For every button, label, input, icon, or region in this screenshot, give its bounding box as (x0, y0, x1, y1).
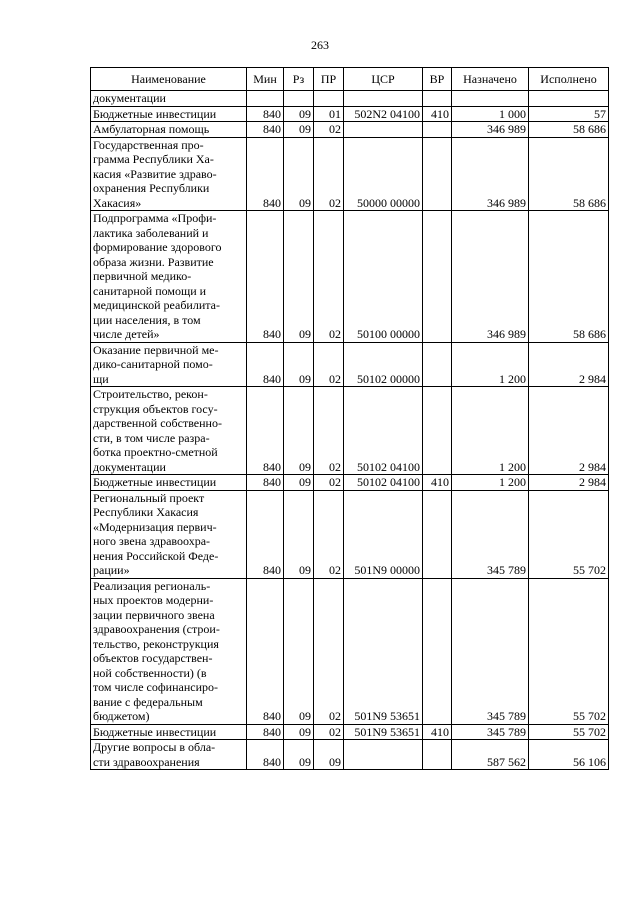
table-row (91, 724, 609, 740)
table-row (91, 91, 609, 107)
cell-csr (344, 122, 423, 138)
cell-csr: 501N9 53651 (344, 578, 423, 724)
cell-name: Региональный проект Республики Хакасия «Модернизация первич- ного звена здравоохра- нения Российской Феде- рации» (91, 490, 247, 578)
table-row (91, 342, 609, 387)
cell-pr: 02 (314, 342, 344, 387)
cell-csr: 502N2 04100 (344, 106, 423, 122)
cell-min: 840 (247, 137, 284, 211)
cell-csr: 50102 04100 (344, 475, 423, 491)
table-row (91, 475, 609, 491)
cell-assigned: 1 000 (452, 106, 529, 122)
cell-rz: 09 (284, 578, 314, 724)
cell-pr: 02 (314, 490, 344, 578)
cell-pr: 02 (314, 122, 344, 138)
cell-rz: 09 (284, 137, 314, 211)
cell-vr (423, 490, 452, 578)
cell-vr (423, 387, 452, 475)
cell-assigned: 345 789 (452, 578, 529, 724)
cell-assigned: 346 989 (452, 211, 529, 343)
cell-executed: 58 686 (529, 137, 609, 211)
cell-rz: 09 (284, 106, 314, 122)
cell-executed: 57 (529, 106, 609, 122)
table-body (91, 91, 609, 770)
header-assigned: Назначено (452, 68, 529, 91)
cell-name: Подпрограмма «Профи- лактика заболеваний и формирование здорового образа жизни. Развитие первичной медико- санитарной помощи и медицинской реабилита- ции населения, в том числе детей» (91, 211, 247, 343)
cell-vr (423, 137, 452, 211)
cell-vr: 410 (423, 724, 452, 740)
cell-vr (423, 342, 452, 387)
cell-assigned (452, 91, 529, 107)
cell-rz: 09 (284, 724, 314, 740)
cell-executed: 55 702 (529, 578, 609, 724)
cell-pr: 02 (314, 724, 344, 740)
cell-min: 840 (247, 475, 284, 491)
cell-vr (423, 91, 452, 107)
cell-executed: 2 984 (529, 342, 609, 387)
header-vr: ВР (423, 68, 452, 91)
cell-vr (423, 122, 452, 138)
budget-table (90, 67, 609, 770)
header-csr: ЦСР (344, 68, 423, 91)
header-pr: ПР (314, 68, 344, 91)
cell-name: Реализация региональ- ных проектов модерни- зации первичного звена здравоохранения (строи- тельство, реконструкция объектов государствен- ной собственности) (в том числе софинансиро- вание с федеральным бюджетом) (91, 578, 247, 724)
cell-csr: 50000 00000 (344, 137, 423, 211)
cell-assigned: 1 200 (452, 342, 529, 387)
cell-vr (423, 578, 452, 724)
cell-csr: 501N9 00000 (344, 490, 423, 578)
cell-pr: 02 (314, 137, 344, 211)
cell-pr: 01 (314, 106, 344, 122)
cell-min: 840 (247, 724, 284, 740)
cell-assigned: 346 989 (452, 137, 529, 211)
cell-rz: 09 (284, 475, 314, 491)
table-row (91, 490, 609, 578)
cell-min: 840 (247, 342, 284, 387)
cell-name: Бюджетные инвестиции (91, 475, 247, 491)
cell-min: 840 (247, 106, 284, 122)
cell-pr: 02 (314, 578, 344, 724)
cell-csr: 50100 00000 (344, 211, 423, 343)
cell-min: 840 (247, 490, 284, 578)
cell-rz: 09 (284, 387, 314, 475)
cell-executed: 2 984 (529, 475, 609, 491)
cell-name: Государственная про- грамма Республики Ха- касия «Развитие здраво- охранения Республики Хакасия» (91, 137, 247, 211)
table-row (91, 106, 609, 122)
cell-csr: 501N9 53651 (344, 724, 423, 740)
cell-executed: 55 702 (529, 724, 609, 740)
header-rz: Рз (284, 68, 314, 91)
cell-pr (314, 91, 344, 107)
cell-executed: 56 106 (529, 740, 609, 770)
cell-min: 840 (247, 740, 284, 770)
cell-rz: 09 (284, 342, 314, 387)
cell-assigned: 587 562 (452, 740, 529, 770)
cell-min: 840 (247, 211, 284, 343)
header-executed: Исполнено (529, 68, 609, 91)
table-row (91, 740, 609, 770)
cell-rz (284, 91, 314, 107)
cell-executed: 55 702 (529, 490, 609, 578)
cell-pr: 09 (314, 740, 344, 770)
cell-executed: 58 686 (529, 211, 609, 343)
header-min: Мин (247, 68, 284, 91)
cell-csr: 50102 00000 (344, 342, 423, 387)
cell-min: 840 (247, 387, 284, 475)
cell-pr: 02 (314, 211, 344, 343)
table-row (91, 387, 609, 475)
cell-csr (344, 740, 423, 770)
cell-rz: 09 (284, 122, 314, 138)
cell-executed: 2 984 (529, 387, 609, 475)
cell-name: Бюджетные инвестиции (91, 106, 247, 122)
cell-min (247, 91, 284, 107)
cell-csr: 50102 04100 (344, 387, 423, 475)
cell-name: Строительство, рекон- струкция объектов госу- дарственной собственно- сти, в том числе разра- ботка проектно-сметной документации (91, 387, 247, 475)
cell-vr (423, 740, 452, 770)
cell-name: документации (91, 91, 247, 107)
cell-min: 840 (247, 122, 284, 138)
cell-csr (344, 91, 423, 107)
cell-rz: 09 (284, 211, 314, 343)
table-row (91, 137, 609, 211)
table-row (91, 122, 609, 138)
cell-vr: 410 (423, 106, 452, 122)
cell-pr: 02 (314, 475, 344, 491)
header-name: Наименование (91, 68, 247, 91)
cell-pr: 02 (314, 387, 344, 475)
cell-vr: 410 (423, 475, 452, 491)
cell-vr (423, 211, 452, 343)
cell-executed: 58 686 (529, 122, 609, 138)
cell-assigned: 1 200 (452, 475, 529, 491)
cell-name: Амбулаторная помощь (91, 122, 247, 138)
cell-name: Бюджетные инвестиции (91, 724, 247, 740)
cell-rz: 09 (284, 490, 314, 578)
table-row (91, 211, 609, 343)
cell-name: Оказание первичной ме- дико-санитарной помо- щи (91, 342, 247, 387)
cell-assigned: 1 200 (452, 387, 529, 475)
cell-assigned: 345 789 (452, 490, 529, 578)
cell-assigned: 346 989 (452, 122, 529, 138)
cell-name: Другие вопросы в обла- сти здравоохранения (91, 740, 247, 770)
cell-min: 840 (247, 578, 284, 724)
cell-executed (529, 91, 609, 107)
page-number: 263 (311, 38, 329, 52)
table-header-row (91, 68, 609, 91)
cell-assigned: 345 789 (452, 724, 529, 740)
table-row (91, 578, 609, 724)
cell-rz: 09 (284, 740, 314, 770)
